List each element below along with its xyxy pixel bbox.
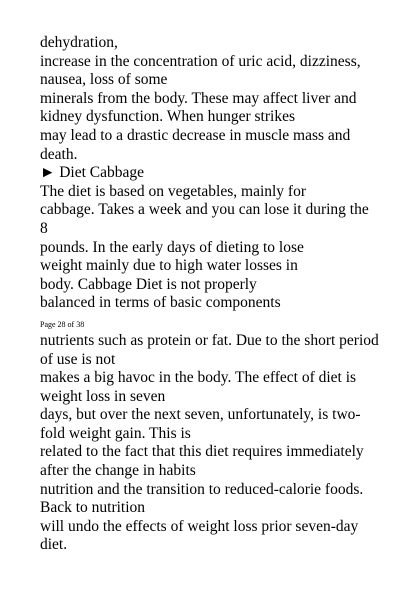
text-line: balanced in terms of basic components <box>40 294 281 312</box>
text-line: increase in the concentration of uric acid, dizziness, <box>40 52 361 70</box>
text-line: of use is not <box>40 350 116 368</box>
text-line: after the change in habits <box>40 462 196 480</box>
text-line: nutrients such as protein or fat. Due to the short period <box>40 331 379 349</box>
text-line: 8 <box>40 219 48 237</box>
text-line: weight mainly due to high water losses in <box>40 257 298 275</box>
text-line: cabbage. Takes a week and you can lose it during the <box>40 201 369 219</box>
text-line: minerals from the body. These may affect liver and <box>40 89 357 107</box>
text-line: days, but over the next seven, unfortunately, is two- <box>40 406 361 424</box>
text-line: kidney dysfunction. When hunger strikes <box>40 108 295 126</box>
document-page <box>40 34 390 555</box>
text-line: dehydration, <box>40 34 118 51</box>
text-line: related to the fact that this diet requires immediately <box>40 443 364 461</box>
page-number-marker: Page 28 of 38 <box>40 319 85 329</box>
text-line: may lead to a drastic decrease in muscle mass and <box>40 126 351 144</box>
text-line: pounds. In the early days of dieting to lose <box>40 238 304 256</box>
text-line: makes a big havoc in the body. The effect of diet is <box>40 369 357 387</box>
section-heading: ► Diet Cabbage <box>40 164 145 182</box>
text-line: weight loss in seven <box>40 387 166 405</box>
text-line: fold weight gain. This is <box>40 424 191 442</box>
text-line: will undo the effects of weight loss prior seven-day <box>40 517 359 535</box>
text-line: The diet is based on vegetables, mainly for <box>40 182 307 200</box>
text-line: body. Cabbage Diet is not properly <box>40 275 257 293</box>
text-line: death. <box>40 145 78 163</box>
text-line: diet. <box>40 536 68 554</box>
text-line: nausea, loss of some <box>40 71 168 89</box>
text-line: Back to nutrition <box>40 499 146 517</box>
text-line: nutrition and the transition to reduced-calorie foods. <box>40 480 364 498</box>
